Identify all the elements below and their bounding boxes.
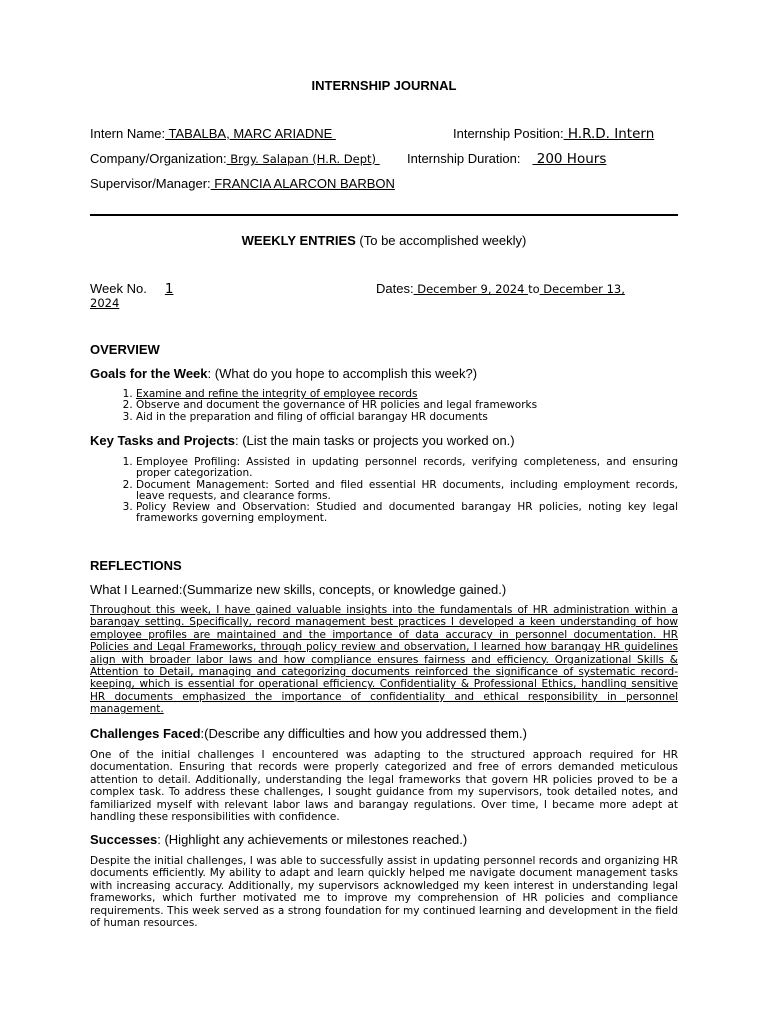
intern-position-value: H.R.D. Intern xyxy=(563,126,655,142)
tasks-prompt xyxy=(90,433,515,448)
week-label: Week No. xyxy=(90,281,147,296)
reflections-heading: REFLECTIONS xyxy=(90,558,182,573)
duration-value: 200 Hours xyxy=(532,151,607,167)
supervisor-label: Supervisor/Manager: xyxy=(90,176,211,191)
company-label: Company/Organization: xyxy=(90,151,227,166)
date-to: to xyxy=(528,282,540,296)
goals-label: Goals for the Week xyxy=(90,366,208,381)
challenges-label: Challenges Faced xyxy=(90,726,201,741)
duration-row xyxy=(407,151,606,167)
week-value: 1 xyxy=(164,281,174,297)
company-value: Brgy. Salapan (H.R. Dept) xyxy=(226,152,380,166)
successes-label: Successes xyxy=(90,832,158,847)
successes-prompt-text: : (Highlight any achievements or milestones reached.) xyxy=(157,832,468,847)
document-title: INTERNSHIP JOURNAL xyxy=(311,78,457,93)
intern-position-label: Internship Position: xyxy=(453,126,564,141)
dates-label: Dates: xyxy=(376,281,414,296)
tasks-prompt-text: : (List the main tasks or projects you worked on.) xyxy=(235,433,515,448)
date-year: 2024 xyxy=(90,296,120,310)
week-row xyxy=(90,281,177,297)
tasks-list xyxy=(90,457,678,525)
intern-name-label: Intern Name: xyxy=(90,126,166,141)
list-item: 3. Aid in the preparation and filing of official barangay HR documents xyxy=(136,412,678,423)
divider xyxy=(90,214,678,216)
overview-heading: OVERVIEW xyxy=(90,342,160,357)
tasks-label: Key Tasks and Projects xyxy=(90,433,235,448)
successes-prompt xyxy=(90,832,467,847)
company-row xyxy=(90,151,380,166)
successes-text: Despite the initial challenges, I was able to successfully assist in updating personnel records and organizing HR documents efficiently. My ability to adapt and learn quickly helped me navigate document management tasks with increasing accuracy. Additionally, my supervisors acknowledged my keen interest in understanding legal frameworks, which further motivated me to improve my comprehension of HR policies and compliance requirements. This week served as a strong foundation for my continued learning and development in the field of human resources. xyxy=(90,855,678,930)
list-item: 2. Observe and document the governance of HR policies and legal frameworks xyxy=(136,400,678,411)
supervisor-value: FRANCIA ALARCON BARBON xyxy=(210,176,395,191)
learned-text: Throughout this week, I have gained valuable insights into the fundamentals of HR administration within a barangay setting. Specifically, record management best practices I developed a keen understanding of how employee profiles are maintained and the importance of data accuracy in personnel documentation. HR Policies and Legal Frameworks, through policy review and observation, I learned how barangay HR guidelines align with broader labor laws and how compliance ensures fairness and efficiency. Organizational Skills & Attention to Detail, managing and categorizing documents reinforced the significance of systematic record-keeping, which is essential for operational efficiency. Confidentiality & Professional Ethics, handling sensitive HR documents emphasized the importance of confidentiality and ethical responsibility in personnel management. xyxy=(90,604,678,716)
dates-row xyxy=(376,281,625,296)
date-end: December 13, xyxy=(539,282,625,296)
list-item: 3. Policy Review and Observation: Studied and documented barangay HR policies, noting key legal frameworks governing employment. xyxy=(136,502,678,525)
list-item: 2. Document Management: Sorted and filed essential HR documents, including employment records, leave requests, and clearance forms. xyxy=(136,480,678,503)
challenges-prompt xyxy=(90,726,527,741)
goals-prompt xyxy=(90,366,477,381)
challenges-prompt-text: :(Describe any difficulties and how you addressed them.) xyxy=(200,726,527,741)
weekly-heading: WEEKLY ENTRIES xyxy=(241,233,356,248)
supervisor-row xyxy=(90,176,395,191)
intern-position-row xyxy=(453,126,654,142)
list-item: 1. Employee Profiling: Assisted in updating personnel records, verifying completeness, and ensuring proper categorization. xyxy=(136,457,678,480)
weekly-note: (To be accomplished weekly) xyxy=(355,233,527,248)
list-item: 1. Examine and refine the integrity of employee records xyxy=(136,389,678,400)
intern-name-value: TABALBA, MARC ARIADNE xyxy=(165,126,336,141)
weekly-entries-heading xyxy=(90,233,678,248)
goals-prompt-text: : (What do you hope to accomplish this week?) xyxy=(207,366,478,381)
learned-prompt: What I Learned:(Summarize new skills, concepts, or knowledge gained.) xyxy=(90,582,507,597)
date-start: December 9, 2024 xyxy=(413,282,529,296)
challenges-text: One of the initial challenges I encountered was adapting to the structured approach required for HR documentation. Ensuring that records were properly categorized and free of errors demanded meticulous attention to detail. Additionally, understanding the legal frameworks that govern HR policies proved to be a complex task. To address these challenges, I sought guidance from my supervisors, took detailed notes, and familiarized myself with relevant labor laws and barangay regulations. Over time, I became more adept at handling these responsibilities with confidence. xyxy=(90,749,678,824)
goals-list xyxy=(90,389,678,423)
duration-label: Internship Duration: xyxy=(407,151,521,166)
intern-name-row xyxy=(90,126,336,141)
